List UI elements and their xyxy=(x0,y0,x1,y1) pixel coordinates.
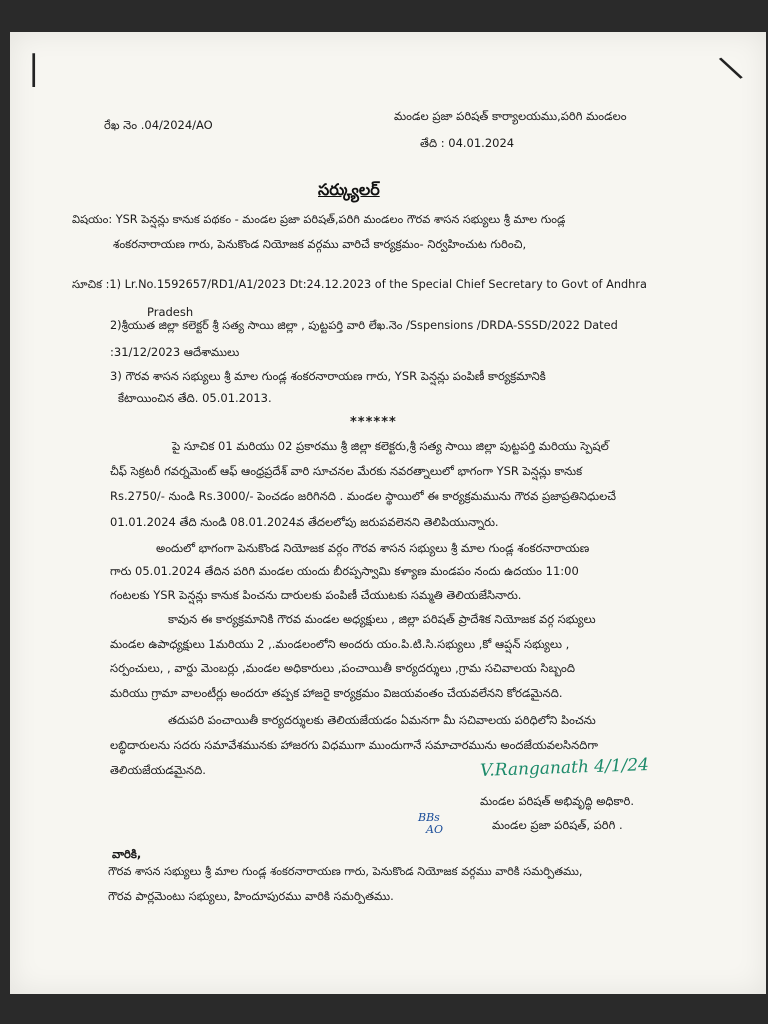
body-p2-l1: అందులో భాగంగా పెనుకొండ నియోజక వర్గం గౌరవ శాసన సభ్యులు శ్రీ మాల గుండ్ల శంకరనారాయణ xyxy=(156,541,590,555)
reference-1-cont: Pradesh xyxy=(147,305,194,319)
reference-1: సూచిక :1) Lr.No.1592657/RD1/A1/2023 Dt:24.12.2023 of the Special Chief Secretary to Govt of Andhra xyxy=(72,278,647,291)
body-p3-l1: కావున ఈ కార్యక్రమానికి గౌరవ మండల అధ్యక్షులు , జిల్లా పరిషత్ ప్రాదేశిక నియోజక వర్గ సభ్యులు xyxy=(168,612,596,626)
office-name: మండల ప్రజా పరిషత్ కార్యాలయము,పరిగి మండలం xyxy=(394,109,627,123)
background-edge xyxy=(0,994,768,1024)
recipients-label: వారికి, xyxy=(112,847,142,861)
body-p1-l4: 01.01.2024 తేది నుండి 08.01.2024వ తేదలలోపు జరుపవలెనని తెలిపియున్నారు. xyxy=(110,515,499,529)
punch-mark-right: \ xyxy=(715,47,746,89)
recipient-line-1: గౌరవ శాసన సభ్యులు శ్రీ మాల గుండ్ల శంకరనారాయణ గారు, పెనుకొండ నియోజక వర్గము వారికి సమర్పితము, xyxy=(108,865,583,878)
reference-3-cont: కేటాయించిన తేది. 05.01.2013. xyxy=(118,391,272,405)
body-p1-l2: చీఫ్ సెక్రటరీ గవర్నమెంట్ ఆఫ్ ఆంధ్రప్రదేశ్ వారి సూచనల మేరకు నవరత్నాలులో భాగంగా YSR పెన్షన్లు కానుక xyxy=(110,464,583,478)
body-p4-l2: లబ్ధిదారులను సదరు సమావేశమునకు హాజరగు విధముగా ముందుగానే సమాచారమును అందజేయవలసినదిగా xyxy=(110,738,598,752)
initials-line-1: BBs xyxy=(418,811,440,824)
signatory-designation: మండల పరిషత్ అభివృద్ధి అధికారి. xyxy=(480,794,634,808)
body-p1-l1: పై సూచిక 01 మరియు 02 ప్రకారము శ్రీ జిల్లా కలెక్టరు,శ్రీ సత్య సాయి జిల్లా పుట్టపర్తి మరియు స్పెషల్ xyxy=(172,439,609,453)
body-p4-l3: తెలియజేయడమైనది. xyxy=(110,763,206,777)
reference-2-cont: :31/12/2023 ఆదేశాములు xyxy=(110,345,240,359)
body-p1-l3: Rs.2750/- నుండి Rs.3000/- పెంచడం జరిగినది . మండల స్థాయిలో ఈ కార్యక్రమమును గౌరవ ప్రజాప్రతినిధులచే xyxy=(110,489,617,503)
reference-number: రేఖ నెం .04/2024/AO xyxy=(104,118,213,132)
body-p4-l1: తదుపరి పంచాయితీ కార్యదర్శులకు తెలియజేయడం ఏమనగా మీ సచివాలయ పరిధిలోని పించను xyxy=(168,713,596,727)
punch-mark-left: | xyxy=(28,48,40,88)
subject-line-1: విషయం: YSR పెన్షన్లు కానుక పథకం - మండల ప్రజా పరిషత్,పరిగి మండలం గౌరవ శాసన సభ్యులు శ్రీ మాల గుండ్ల xyxy=(72,213,566,226)
circular-date: తేది : 04.01.2024 xyxy=(420,136,515,150)
initials-line-2: AO xyxy=(426,823,443,836)
body-p3-l4: మరియు గ్రామా వాలంటీర్లు అందరూ తప్పక హాజరై కార్యక్రమం విజయవంతం చేయవలేనని కోరడమైనది. xyxy=(110,686,563,700)
reference-2: 2)శ్రీయుత జిల్లా కలెక్టర్ శ్రీ సత్య సాయి జిల్లా , పుట్టపర్తి వారి లేఖ.నెం /Sspensions /DRDA-SSSD/2022 Dated xyxy=(110,319,618,332)
recipient-line-2: గౌరవ పార్లమెంటు సభ్యులు, హిందూపురము వారికి సమర్పితము. xyxy=(108,889,394,903)
handwritten-signature: V.Ranganath 4/1/24 xyxy=(479,755,650,781)
body-p2-l2: గారు 05.01.2024 తేదిన పరిగి మండల యందు బీరప్పస్వామి కళ్యాణ మండపం నందు ఉదయం 11:00 xyxy=(110,564,579,578)
subject-line-2: శంకరనారాయణ గారు, పెనుకొండ నియోజక వర్గము వారిచే కార్యక్రమం- నిర్వహించుట గురించి, xyxy=(113,237,527,251)
body-p3-l2: మండల ఉపాధ్యక్షులు 1మరియు 2 ,.మండలంలోని అందరు యం.పి.టి.సి.సభ్యులు ,కో ఆప్షన్ సభ్యులు , xyxy=(110,637,570,651)
reference-3: 3) గౌరవ శాసన సభ్యులు శ్రీ మాల గుండ్ల శంకరనారాయణ గారు, YSR పెన్షన్లు పంపిణీ కార్యక్రమానికి xyxy=(110,369,546,383)
handwritten-initials xyxy=(418,812,443,836)
separator: ****** xyxy=(350,415,397,430)
page-title: సర్క్యులర్ xyxy=(318,180,380,199)
body-p3-l3: సర్పంచులు, , వార్డు మెంబర్లు ,మండల అధికారులు ,పంచాయితీ కార్యదర్శులు ,గ్రామ సచివాలయ సిబ్బంది xyxy=(110,661,575,675)
body-p2-l3: గంటలకు YSR పెన్షన్లు కానుక పించను దారులకు పంపిణీ చేయుటకు సమ్మతి తెలియజేసినారు. xyxy=(110,588,522,602)
signatory-office: మండల ప్రజా పరిషత్, పరిగి . xyxy=(492,818,623,832)
